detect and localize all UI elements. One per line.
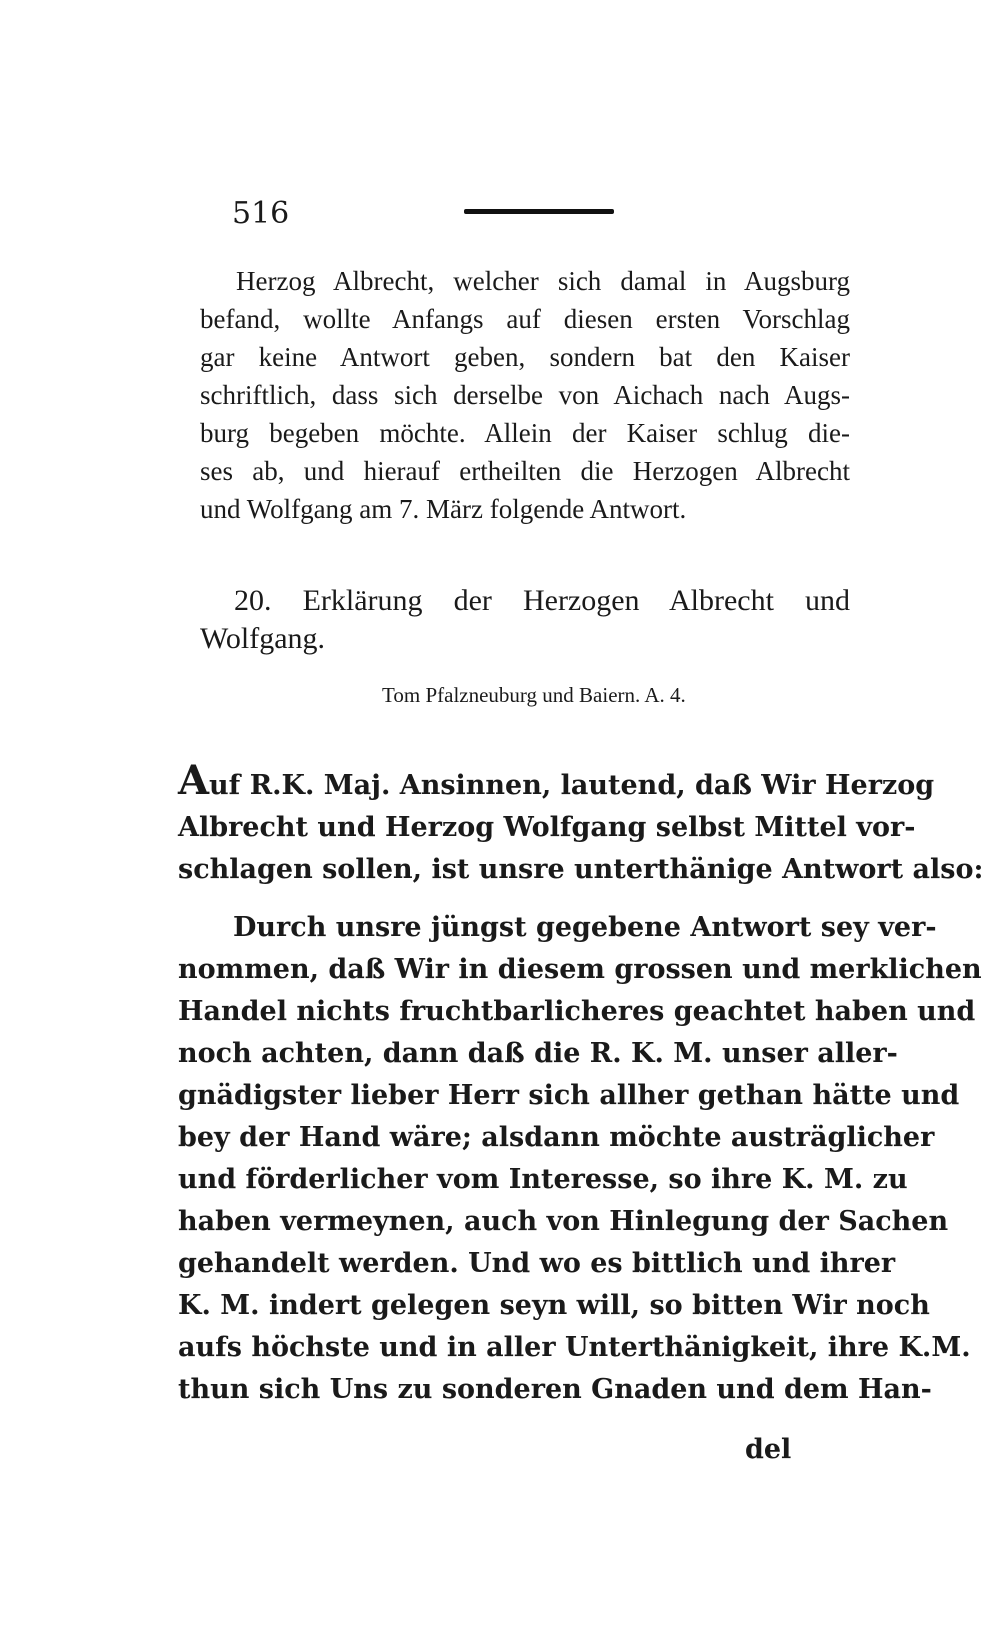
text-line: aufs höchste und in aller Unterthänigkeit, ihre K.M. (178, 1332, 971, 1363)
text-line: und förderlicher vom Interesse, so ihre K. M. zu (178, 1164, 908, 1195)
text-line-rest: uf R.K. Maj. Ansinnen, lautend, daß Wir Herzog (209, 770, 935, 801)
text-line: nommen, daß Wir in diesem grossen und merklichen (178, 954, 982, 985)
text-line: Albrecht und Herzog Wolfgang selbst Mittel vor- (178, 812, 916, 843)
text-line: Handel nichts fruchtbarlicheres geachtet haben und (178, 996, 976, 1027)
text-line: gehandelt werden. Und wo es bittlich und ihrer (178, 1248, 896, 1279)
source-note: Tom Pfalzneuburg und Baiern. A. 4. (382, 683, 686, 707)
section-heading (200, 582, 850, 658)
text-line: K. M. indert gelegen seyn will, so bitten Wir noch (178, 1290, 930, 1321)
text-line (178, 757, 935, 807)
text-line: noch achten, dann daß die R. K. M. unser aller- (178, 1038, 898, 1069)
text-line: Durch unsre jüngst gegebene Antwort sey ver- (233, 912, 937, 943)
text-line: Herzog Albrecht, welcher sich damal in Augsburg (236, 266, 850, 296)
header-rule (464, 209, 614, 214)
page-header (232, 196, 612, 236)
heading-line: Wolfgang. (200, 622, 326, 655)
text-line: gar keine Antwort geben, sondern bat den Kaiser (200, 342, 850, 372)
text-line: thun sich Uns zu sonderen Gnaden und dem Han- (178, 1374, 932, 1405)
intro-paragraph (200, 262, 850, 528)
heading-line: 20. Erklärung der Herzogen Albrecht und (234, 584, 850, 617)
text-line: ses ab, und hierauf ertheilten die Herzogen Albrecht (200, 456, 850, 486)
text-line: haben vermeynen, auch von Hinlegung der Sachen (178, 1206, 949, 1237)
catchword: del (745, 1434, 792, 1465)
fraktur-paragraph-2 (178, 907, 982, 1411)
fraktur-paragraph-1 (178, 757, 984, 891)
text-line: schriftlich, dass sich derselbe von Aichach nach Augs- (200, 380, 850, 410)
text-line: und Wolfgang am 7. März folgende Antwort. (200, 494, 687, 524)
text-line: gnädigster lieber Herr sich allher gethan hätte und (178, 1080, 960, 1111)
text-line: schlagen sollen, ist unsre unterthänige Antwort also: (178, 854, 984, 885)
text-line: burg begeben möchte. Allein der Kaiser schlug die- (200, 418, 850, 448)
text-line: bey der Hand wäre; alsdann möchte austräglicher (178, 1122, 935, 1153)
text-line: befand, wollte Anfangs auf diesen ersten Vorschlag (200, 304, 850, 334)
drop-cap: A (178, 757, 210, 804)
page-number: 516 (232, 196, 290, 231)
